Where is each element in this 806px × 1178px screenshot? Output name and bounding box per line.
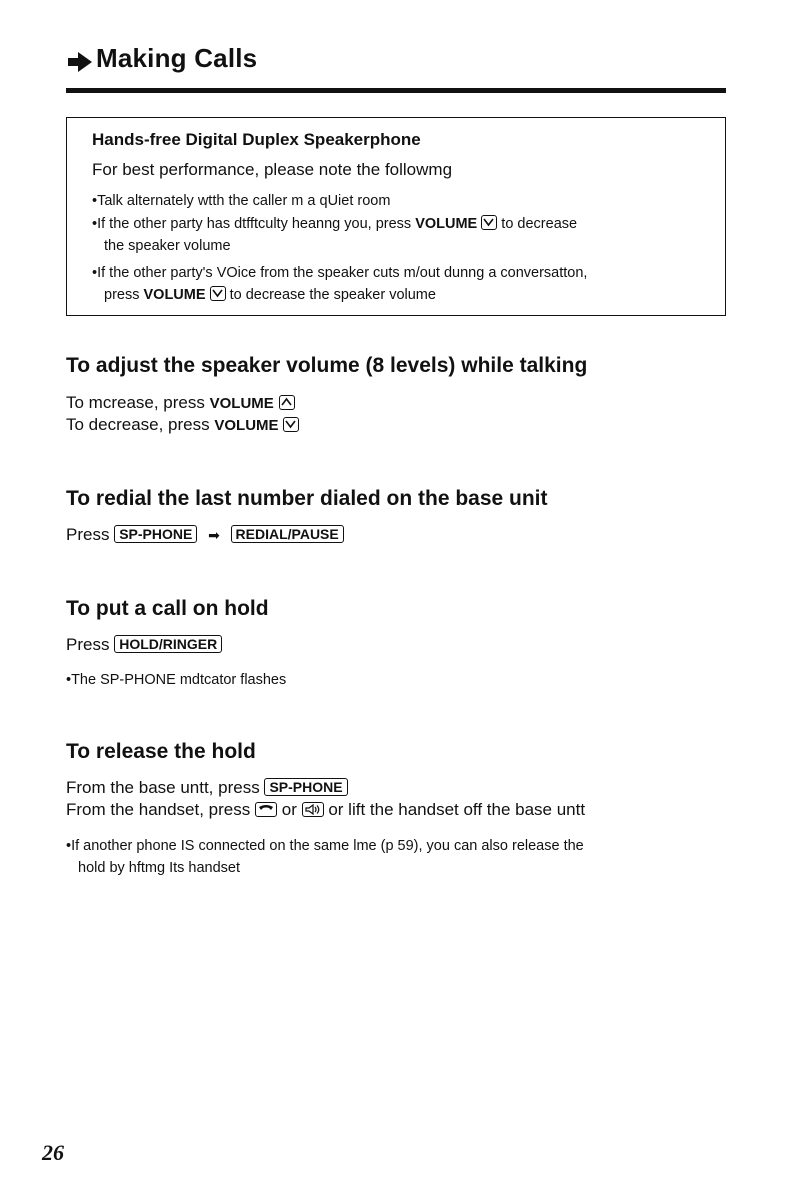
volume-up-icon [279,395,295,410]
section-heading-release-hold: To release the hold [66,740,256,763]
section-heading-redial: To redial the last number dialed on the base unit [66,487,548,510]
note-bullet-3: •If the other party's VOice from the speaker cuts m/out dunng a conversatton, press VOLUME to decrease the speaker volume [92,265,588,303]
page-number: 26 [42,1140,64,1165]
volume-increase-line: To mcrease, press VOLUME [66,393,295,413]
sp-phone-key: SP-PHONE [264,778,347,796]
section-heading-hold: To put a call on hold [66,597,269,620]
hold-ringer-key: HOLD/RINGER [114,635,222,653]
release-base-line: From the base untt, press SP-PHONE [66,778,348,798]
release-bullet: •If another phone IS connected on the same lme (p 59), you can also release the hold by hftmg Its handset [66,838,584,876]
note-bullet-1: •Talk alternately wtth the caller m a qUiet room [92,193,391,209]
speaker-icon [302,802,324,817]
header-rule [66,88,726,93]
volume-key-label: VOLUME [143,287,206,303]
arrow-right-icon: ➡ [208,527,220,543]
note-title: Hands-free Digital Duplex Speakerphone [92,130,421,149]
volume-down-icon [481,215,497,230]
hold-bullet: •The SP-PHONE mdtcator flashes [66,672,287,688]
talk-phone-icon [255,802,277,817]
page-title: Making Calls [96,43,258,73]
release-handset-line: From the handset, press or or lift the handset off the base untt [66,800,586,819]
note-intro: For best performance, please note the followmg [92,160,453,179]
sp-phone-key: SP-PHONE [114,525,197,543]
volume-down-icon [210,286,226,301]
volume-down-icon [283,417,299,432]
volume-key-label: VOLUME [415,216,478,232]
redial-instruction: Press SP-PHONE ➡ REDIAL/PAUSE [66,525,344,545]
volume-decrease-line: To decrease, press VOLUME [66,415,299,435]
redial-pause-key: REDIAL/PAUSE [231,525,344,543]
arrow-right-icon [66,50,94,74]
note-bullet-2: •If the other party has dtfftculty heanng you, press VOLUME to decrease the speaker volume [92,216,578,254]
section-heading-adjust-volume: To adjust the speaker volume (8 levels) while talking [66,354,588,377]
hold-instruction: Press HOLD/RINGER [66,635,222,655]
